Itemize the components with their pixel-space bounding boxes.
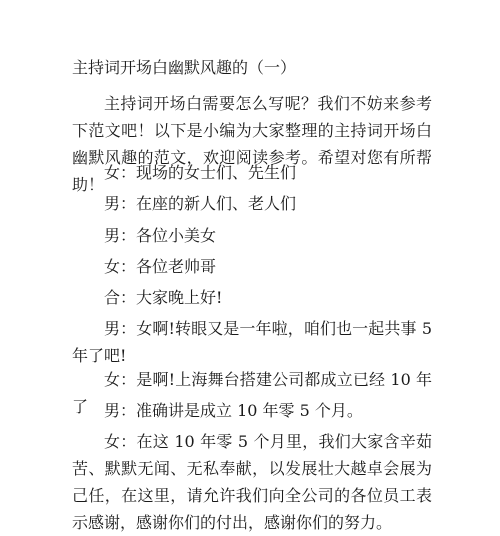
dialogue-line-8: 男：准确讲是成立 10 年零 5 个月。 bbox=[104, 401, 363, 420]
dialogue-line-9: 女：在这 10 年零 5 个月里，我们大家含辛茹苦、默默无闻、无私奉献，以发展壮大越卓会展为己任，在这里，请允许我们向全公司的各位员工表示感谢，感谢你们的付出，感谢你们的努力。 bbox=[72, 432, 432, 532]
dialogue-line-2: 男：在座的新人们、老人们 bbox=[104, 194, 297, 213]
dialogue-line-1: 女：现场的女士们、先生们 bbox=[104, 163, 297, 182]
dialogue-line-7: 女：是啊!上海舞台搭建公司都成立已经 10 年了 bbox=[72, 370, 432, 416]
dialogue-line-5: 合：大家晚上好! bbox=[104, 288, 223, 307]
document-title: 主持词开场白幽默风趣的（一） bbox=[72, 58, 297, 77]
intro-paragraph: 主持词开场白需要怎么写呢？我们不妨来参考下范文吧！以下是小编为大家整理的主持词开场白幽默风趣的范文，欢迎阅读参考。希望对您有所帮助！ bbox=[72, 94, 432, 194]
dialogue-line-3: 男：各位小美女 bbox=[104, 226, 217, 245]
dialogue-line-6: 男：女啊!转眼又是一年啦，咱们也一起共事 5 年了吧! bbox=[72, 319, 432, 365]
dialogue-line-4: 女：各位老帅哥 bbox=[104, 257, 217, 276]
